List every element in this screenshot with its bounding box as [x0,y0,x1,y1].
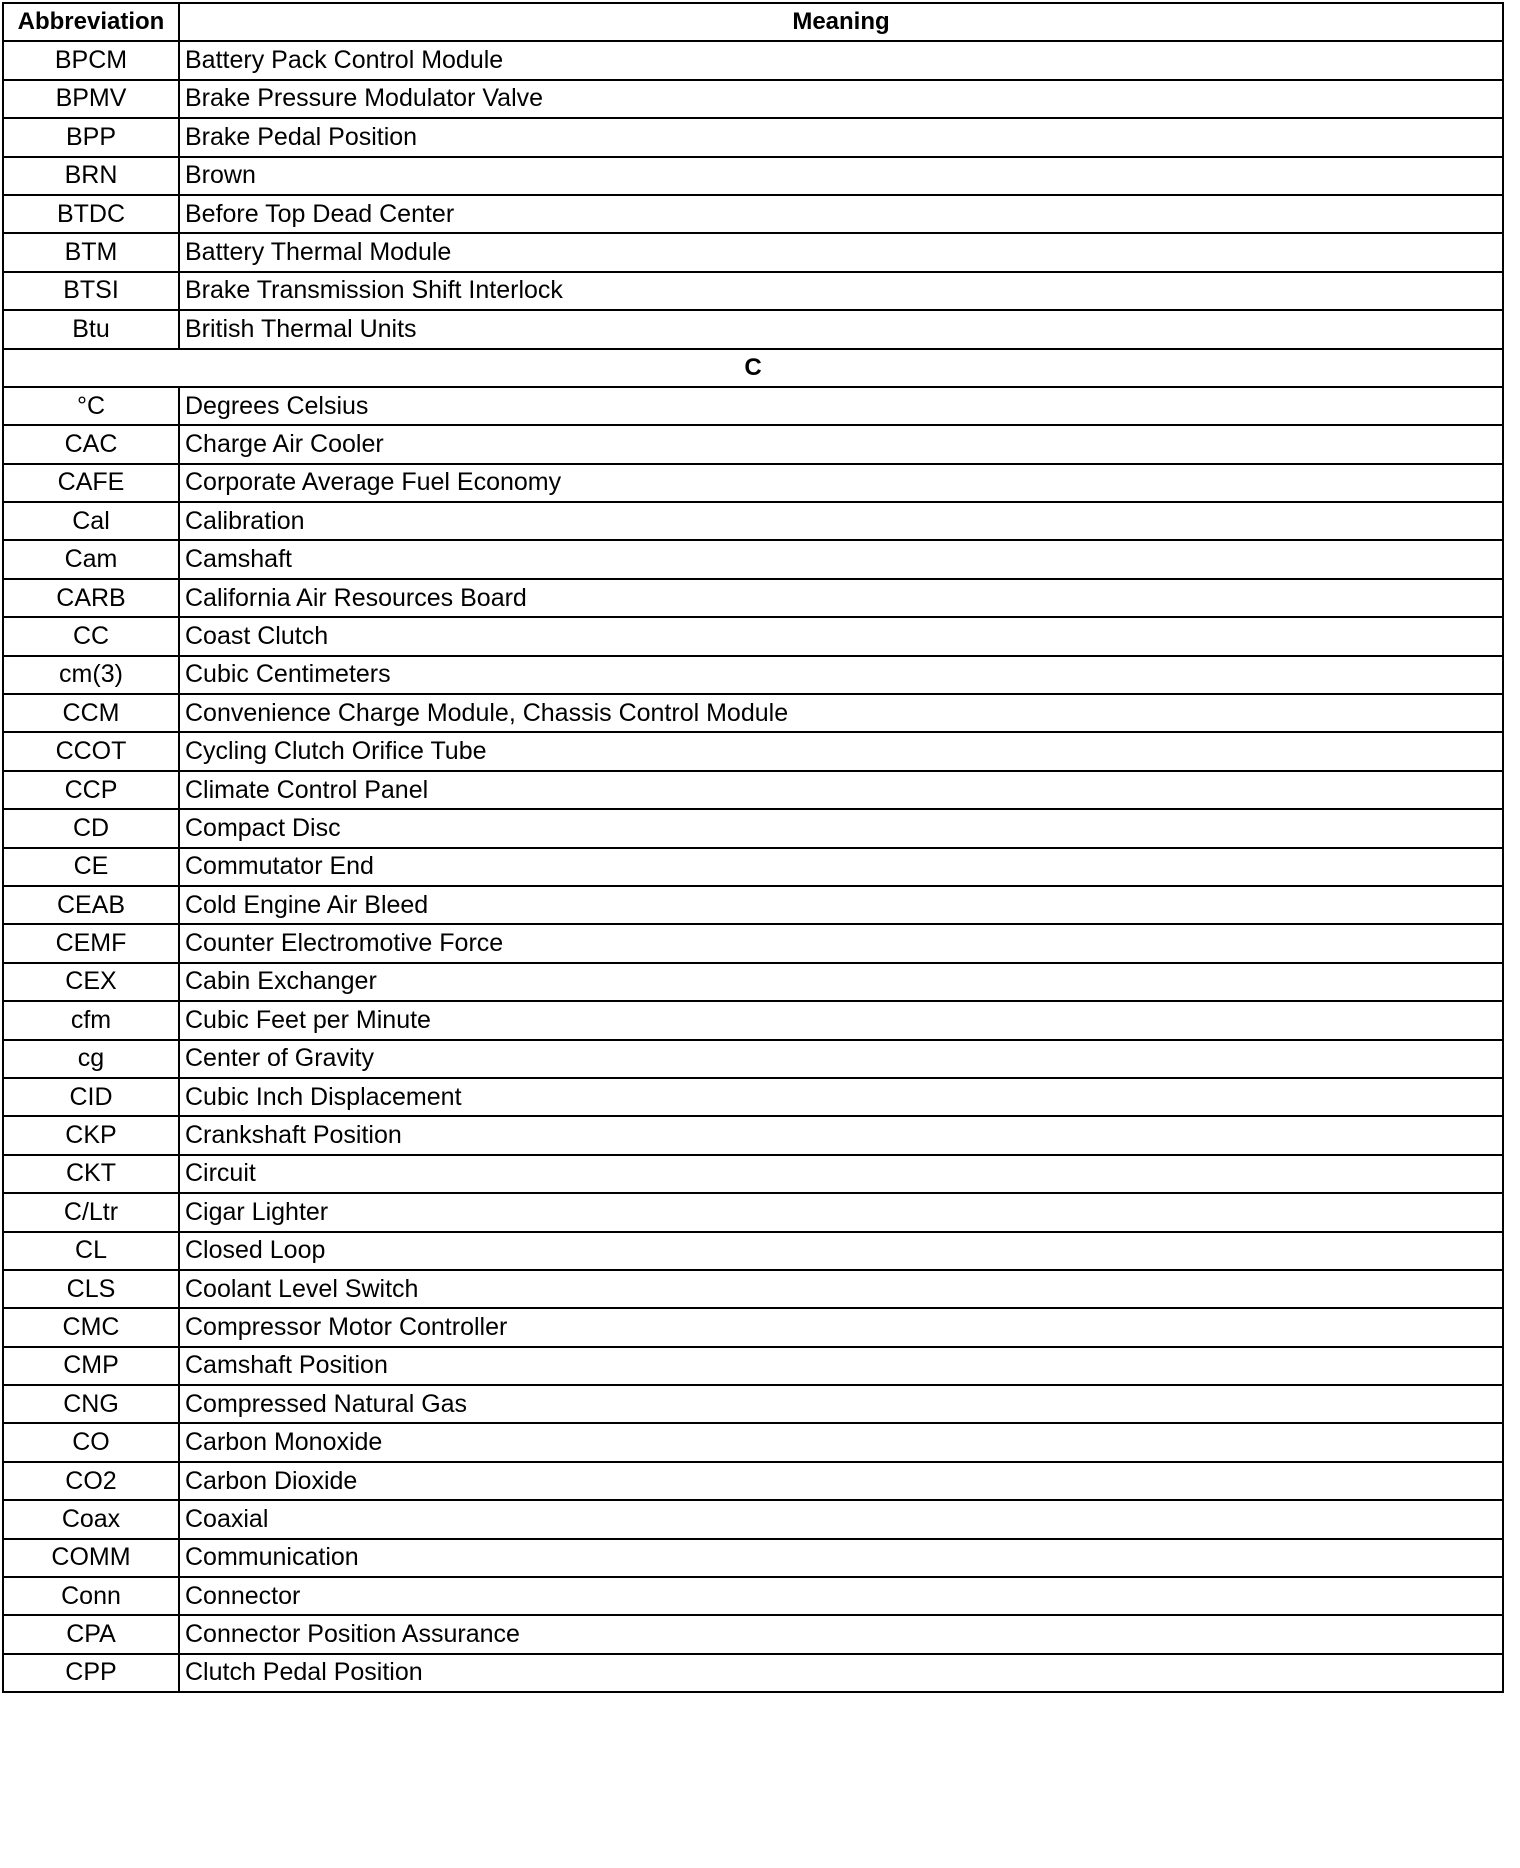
section-heading-c: C [3,349,1503,387]
abbreviation-cell: CAC [3,425,179,463]
column-header-meaning: Meaning [179,3,1503,41]
table-row [3,886,1503,924]
meaning-cell: Cold Engine Air Bleed [179,886,1503,924]
table-row [3,1462,1503,1500]
meaning-cell: Camshaft Position [179,1347,1503,1385]
table-row [3,1040,1503,1078]
meaning-cell: Brown [179,157,1503,195]
table-row [3,1078,1503,1116]
table-row [3,848,1503,886]
table-row [3,694,1503,732]
meaning-cell: Cycling Clutch Orifice Tube [179,732,1503,770]
abbreviation-cell: CKP [3,1116,179,1154]
table-row [3,963,1503,1001]
table-row [3,732,1503,770]
section-heading-row [3,349,1503,387]
table-row [3,1615,1503,1653]
meaning-cell: Compressor Motor Controller [179,1308,1503,1346]
table-row [3,272,1503,310]
abbreviation-cell: Cam [3,540,179,578]
meaning-cell: Commutator End [179,848,1503,886]
meaning-cell: Climate Control Panel [179,771,1503,809]
meaning-cell: Before Top Dead Center [179,195,1503,233]
meaning-cell: Crankshaft Position [179,1116,1503,1154]
abbreviation-cell: cg [3,1040,179,1078]
abbreviation-cell: Conn [3,1577,179,1615]
table-row [3,1347,1503,1385]
meaning-cell: Cubic Feet per Minute [179,1001,1503,1039]
abbreviation-cell: CAFE [3,464,179,502]
table-row [3,233,1503,271]
abbreviation-cell: CARB [3,579,179,617]
abbreviation-cell: CLS [3,1270,179,1308]
column-header-abbreviation: Abbreviation [3,3,179,41]
meaning-cell: Center of Gravity [179,1040,1503,1078]
header-row [3,3,1503,41]
table-row [3,1308,1503,1346]
abbreviation-cell: CID [3,1078,179,1116]
table-row [3,1385,1503,1423]
meaning-cell: Degrees Celsius [179,387,1503,425]
abbreviation-cell: CPP [3,1654,179,1692]
meaning-cell: Compressed Natural Gas [179,1385,1503,1423]
meaning-cell: Coast Clutch [179,617,1503,655]
abbreviation-cell: CD [3,809,179,847]
table-row [3,540,1503,578]
meaning-cell: Coaxial [179,1500,1503,1538]
abbreviation-cell: BTSI [3,272,179,310]
table-row [3,1654,1503,1692]
table-row [3,195,1503,233]
table-row [3,1116,1503,1154]
table-row [3,1539,1503,1577]
meaning-cell: Convenience Charge Module, Chassis Control Module [179,694,1503,732]
meaning-cell: Battery Pack Control Module [179,41,1503,79]
abbreviation-cell: CO [3,1423,179,1461]
meaning-cell: Camshaft [179,540,1503,578]
meaning-cell: British Thermal Units [179,310,1503,348]
table-row [3,1423,1503,1461]
abbreviation-cell: CMC [3,1308,179,1346]
meaning-cell: Compact Disc [179,809,1503,847]
abbreviation-cell: CNG [3,1385,179,1423]
meaning-cell: Charge Air Cooler [179,425,1503,463]
table-row [3,771,1503,809]
abbreviation-cell: Coax [3,1500,179,1538]
meaning-cell: Carbon Monoxide [179,1423,1503,1461]
meaning-cell: Communication [179,1539,1503,1577]
table-row [3,1232,1503,1270]
meaning-cell: Cigar Lighter [179,1193,1503,1231]
table-row [3,924,1503,962]
abbreviation-cell: CL [3,1232,179,1270]
abbreviation-cell: CEX [3,963,179,1001]
abbreviation-cell: CCP [3,771,179,809]
abbreviation-table [2,2,1504,1693]
table-row [3,1155,1503,1193]
abbreviation-cell: CCM [3,694,179,732]
table-row [3,656,1503,694]
abbreviation-cell: CCOT [3,732,179,770]
table-row [3,1193,1503,1231]
table-row [3,1577,1503,1615]
abbreviation-cell: CO2 [3,1462,179,1500]
abbreviation-cell: CC [3,617,179,655]
section-c-divider [3,349,1503,387]
meaning-cell: Cubic Centimeters [179,656,1503,694]
table-row [3,157,1503,195]
section-b-rows [3,41,1503,348]
meaning-cell: Battery Thermal Module [179,233,1503,271]
abbreviation-cell: BTDC [3,195,179,233]
abbreviation-cell: CPA [3,1615,179,1653]
meaning-cell: Cabin Exchanger [179,963,1503,1001]
meaning-cell: Coolant Level Switch [179,1270,1503,1308]
table-row [3,1270,1503,1308]
table-row [3,310,1503,348]
table-row [3,809,1503,847]
meaning-cell: Calibration [179,502,1503,540]
table-row [3,41,1503,79]
abbreviation-cell: CEAB [3,886,179,924]
table-row [3,502,1503,540]
table-row [3,1001,1503,1039]
meaning-cell: Brake Pressure Modulator Valve [179,80,1503,118]
meaning-cell: Closed Loop [179,1232,1503,1270]
table-row [3,464,1503,502]
table-row [3,118,1503,156]
meaning-cell: Counter Electromotive Force [179,924,1503,962]
meaning-cell: Connector Position Assurance [179,1615,1503,1653]
abbreviation-cell: BPP [3,118,179,156]
meaning-cell: Clutch Pedal Position [179,1654,1503,1692]
meaning-cell: Connector [179,1577,1503,1615]
section-c-rows [3,387,1503,1692]
abbreviation-cell: CKT [3,1155,179,1193]
meaning-cell: Cubic Inch Displacement [179,1078,1503,1116]
abbreviation-cell: C/Ltr [3,1193,179,1231]
abbreviation-cell: Cal [3,502,179,540]
abbreviation-cell: cfm [3,1001,179,1039]
abbreviation-cell: CE [3,848,179,886]
abbreviation-cell: BPCM [3,41,179,79]
abbreviation-cell: CEMF [3,924,179,962]
abbreviation-cell: BRN [3,157,179,195]
meaning-cell: Carbon Dioxide [179,1462,1503,1500]
meaning-cell: Brake Pedal Position [179,118,1503,156]
abbreviation-cell: cm(3) [3,656,179,694]
meaning-cell: Corporate Average Fuel Economy [179,464,1503,502]
meaning-cell: California Air Resources Board [179,579,1503,617]
table-row [3,617,1503,655]
abbreviation-cell: Btu [3,310,179,348]
table-row [3,80,1503,118]
table-row [3,387,1503,425]
abbreviation-cell: COMM [3,1539,179,1577]
table-row [3,425,1503,463]
abbreviation-cell: °C [3,387,179,425]
abbreviation-cell: CMP [3,1347,179,1385]
table-row [3,579,1503,617]
table-row [3,1500,1503,1538]
meaning-cell: Brake Transmission Shift Interlock [179,272,1503,310]
meaning-cell: Circuit [179,1155,1503,1193]
abbreviation-cell: BPMV [3,80,179,118]
abbreviation-cell: BTM [3,233,179,271]
